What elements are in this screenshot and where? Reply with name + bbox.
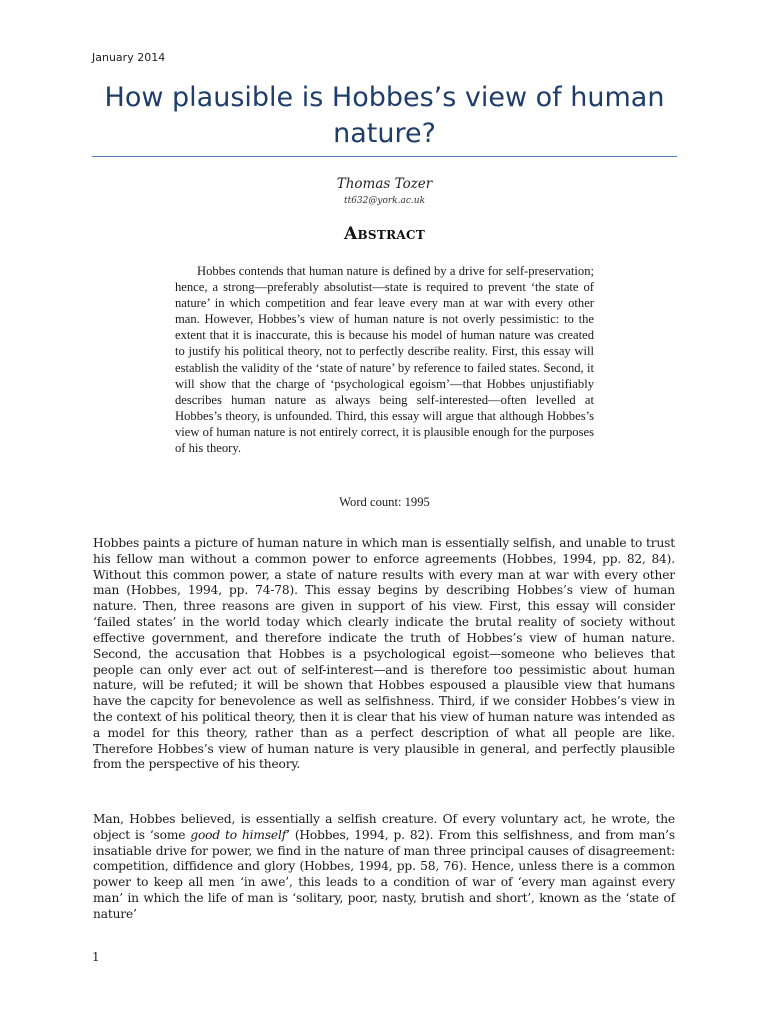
page-number: 1 [92, 950, 100, 964]
body-paragraph-text: ’ (Hobbes, 1994, p. 82). From this selfishness, and from man’s insatiable drive for power, we find in the nature of man three principal causes of disagreement: competition, diffidence and glory (Hobbes, 1994, pp. 58, 76). Hence, unless there is a common power to keep all men ‘in awe’, this leads to a condition of war of ‘every man against every man’ in which the life of man is ‘solitary, poor, nasty, brutish and short’, known as the ‘state of nature’ [93, 827, 675, 921]
document-date: January 2014 [92, 51, 166, 64]
body-paragraph-emphasis: good to himself [190, 827, 287, 842]
abstract-heading: Abstract [343, 224, 426, 244]
word-count: Word count: 1995 [339, 495, 430, 509]
body-paragraph-text: Man, Hobbes believed, is essentially a selfish creature. Of every voluntary act, he wrote, the object is ‘some [93, 812, 675, 842]
abstract-text: Hobbes contends that human nature is defined by a drive for self-preservation; hence, a strong—preferably absolutist—state is required to prevent ‘the state of nature’ in which competition and fear leave every man at war with every other man. However, Hobbes’s view of human nature is not overly pessimistic: to the extent that it is inaccurate, this is because his model of human nature was created to justify his political theory, not to perfectly describe reality. First, this essay will establish the validity of the ‘state of nature’ by reference to failed states. Second, it will show that the charge of ‘psychological egoism’—that Hobbes unjustifiably describes human nature as always being self-interested—often levelled at Hobbes’s theory, is unfounded. Third, this essay will argue that although Hobbes’s view of human nature is not entirely correct, it is plausible enough for the purposes of his theory. [175, 264, 594, 456]
title-divider [92, 156, 677, 157]
body-paragraph: Hobbes paints a picture of human nature in which man is essentially selfish, and unable to trust his fellow man without a common power to enforce agreements (Hobbes, 1994, pp. 82, 84). Without this common power, a state of nature results with every man at war with every other man (Hobbes, 1994, pp. 74-78). This essay begins by describing Hobbes’s view of human nature. Then, three reasons are given in support of his view. First, this essay will consider ‘failed states’ in the world today which clearly indicate the brutal reality of society without effective government, and therefore indicate the truth of Hobbes’s view of human nature. Second, the accusation that Hobbes is a psychological egoist—someone who believes that people can only ever act out of self-interest—and is therefore too pessimistic about human nature, will be refuted; it will be shown that Hobbes espoused a plausible view that humans have the capcity for benevolence as well as selfishness. Third, if we consider Hobbes’s view in the context of his political theory, then it is clear that his view of human nature was intended as a model for this theory, rather than as a perfect description of what all people are like. Therefore Hobbes’s view of human nature is very plausible in general, and perfectly plausible from the perspective of his theory. [93, 536, 675, 772]
body-paragraph [93, 812, 675, 923]
author-email: tt632@york.ac.uk [343, 196, 426, 206]
author-name: Thomas Tozer [336, 176, 433, 192]
paper-title: How plausible is Hobbes’s view of human nature? [104, 82, 665, 149]
